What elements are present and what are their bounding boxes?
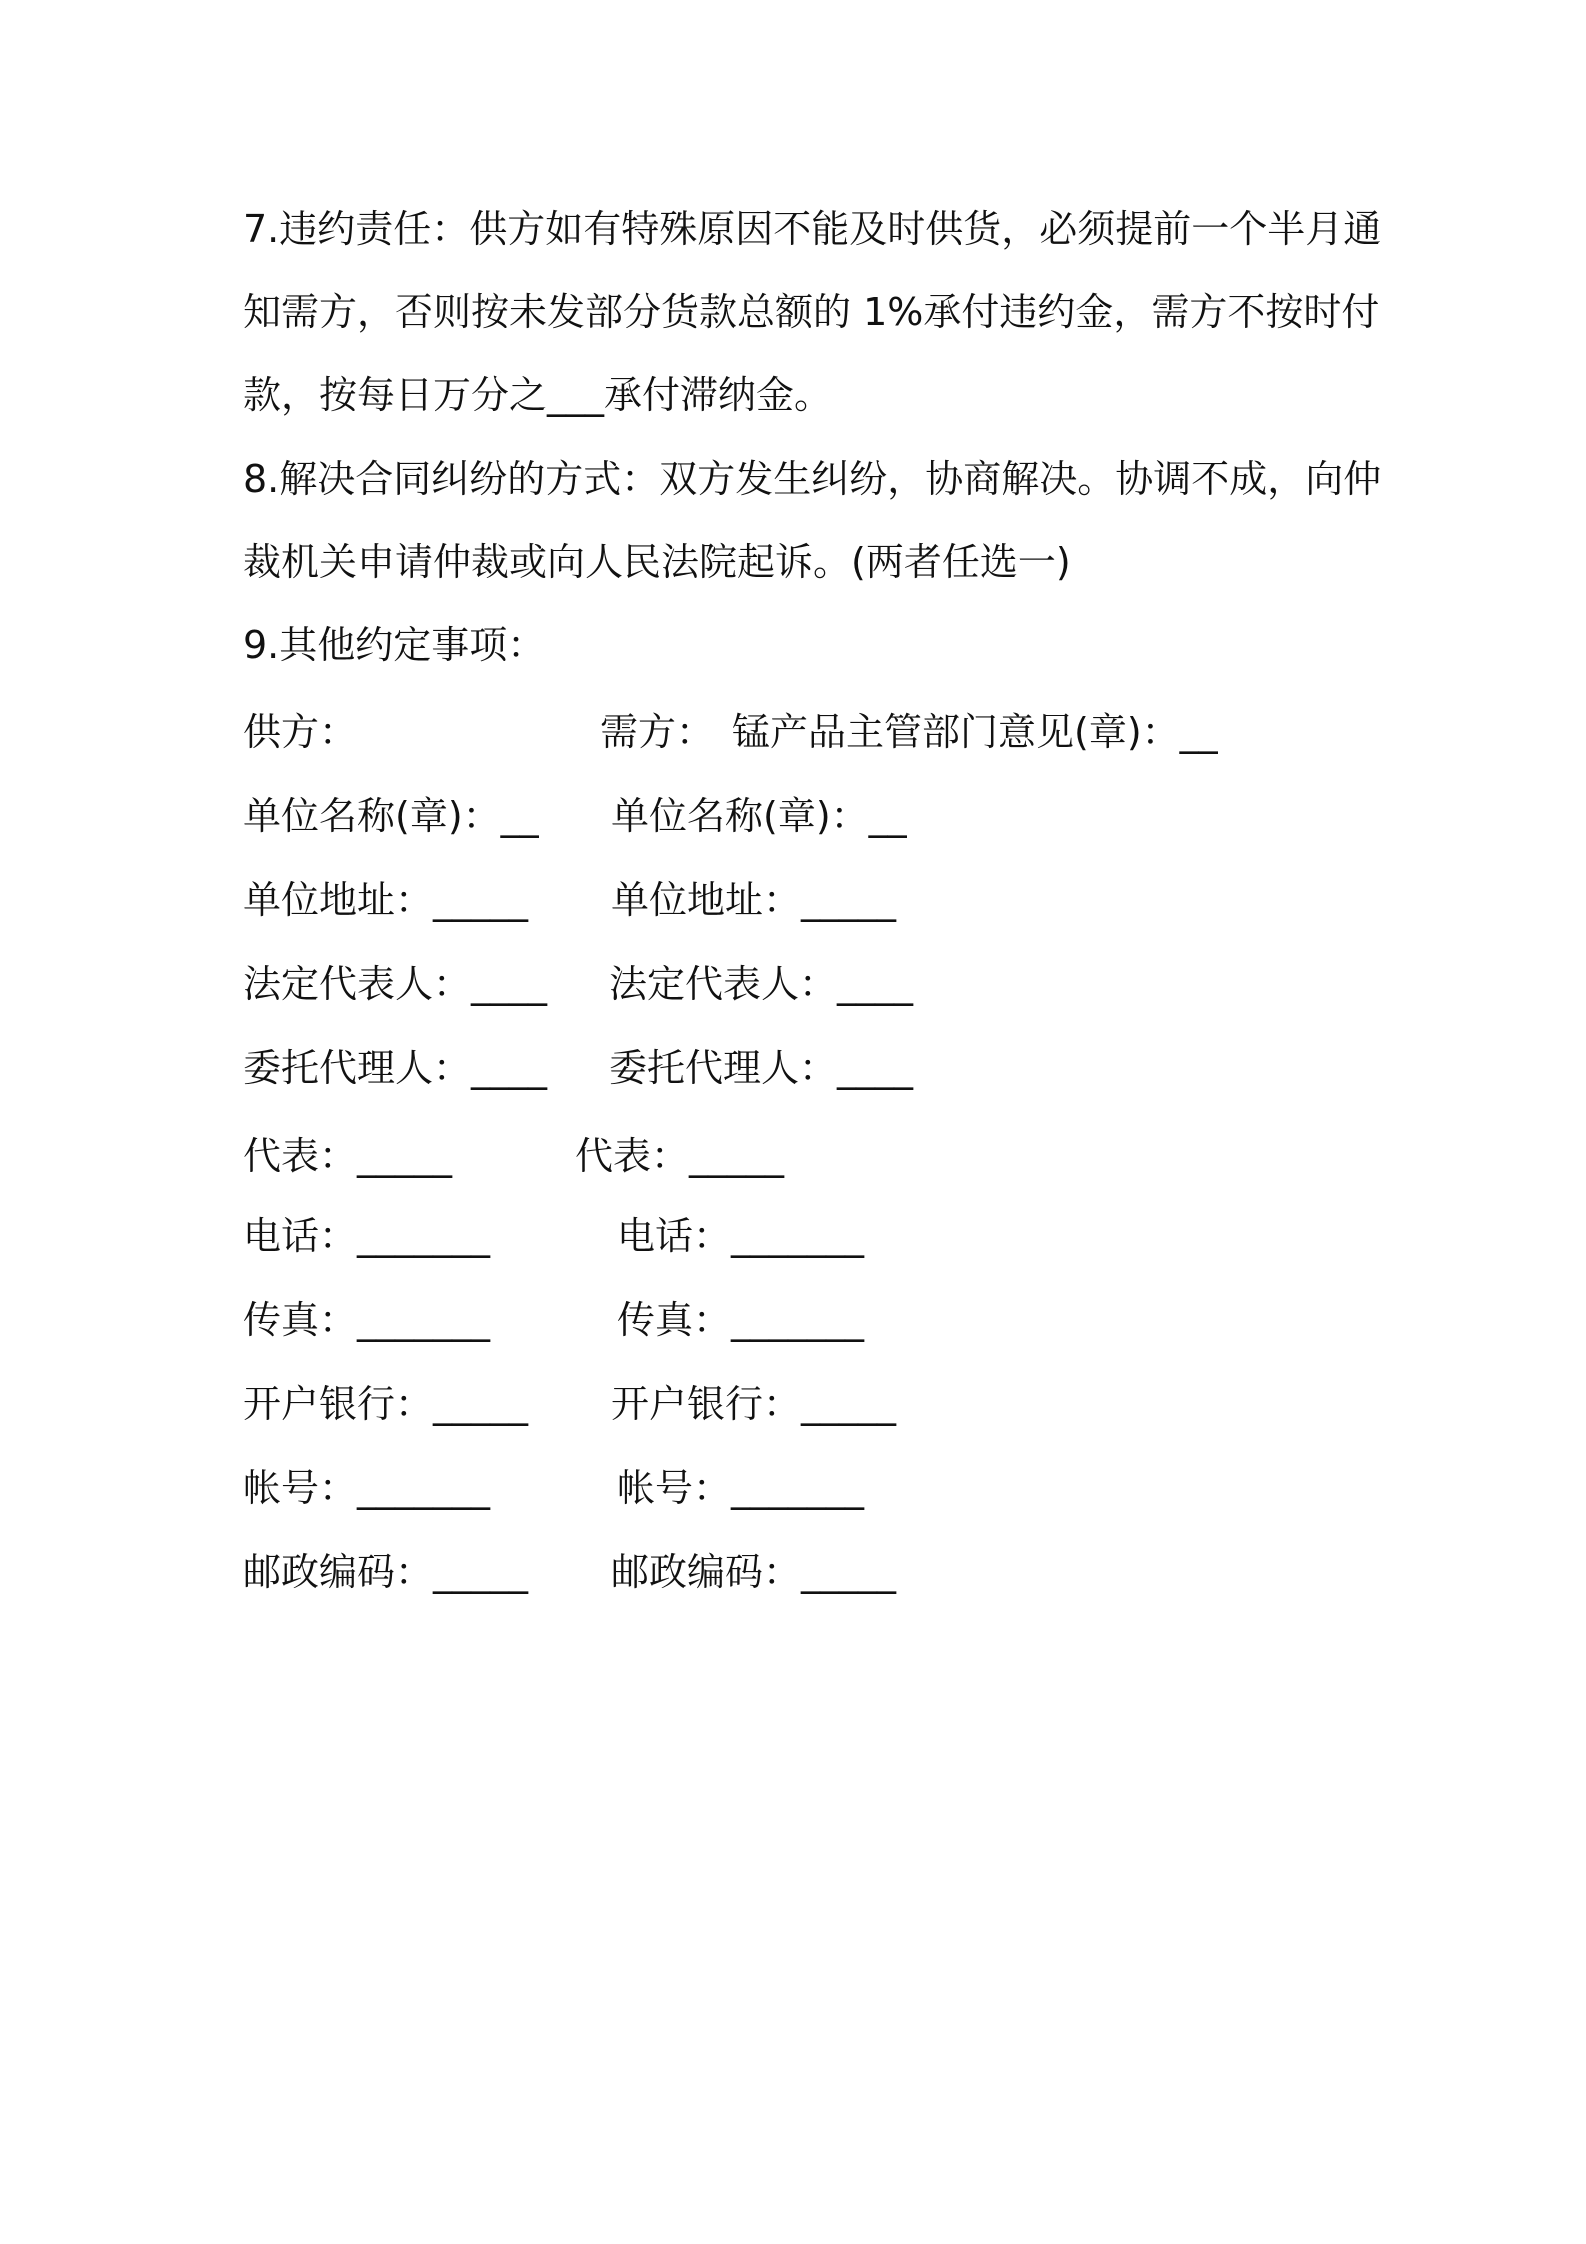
buyer-postcode-field: 邮政编码：_____ [611, 1550, 897, 1594]
buyer-fax-field: 传真：_______ [617, 1298, 865, 1342]
buyer-legal-rep-field: 法定代表人：____ [609, 962, 914, 1006]
buyer-agent-field: 委托代理人：____ [609, 1046, 914, 1090]
supplier-postcode-field: 邮政编码：_____ [243, 1550, 529, 1594]
supplier-legal-rep-field: 法定代表人：____ [243, 962, 548, 1006]
supplier-fax-field: 传真：_______ [243, 1298, 491, 1342]
clause-7-line-3: 款，按每日万分之___承付滞纳金。 [243, 373, 833, 417]
buyer-representative-field: 代表：_____ [575, 1134, 785, 1178]
buyer-account-field: 帐号：_______ [617, 1466, 865, 1510]
buyer-unit-address-field: 单位地址：_____ [611, 878, 897, 922]
clause-8-line-2: 裁机关申请仲裁或向人民法院起诉。(两者任选一) [243, 540, 1071, 584]
supplier-phone-field: 电话：_______ [243, 1214, 491, 1258]
buyer-unit-name-field: 单位名称(章)：__ [611, 794, 907, 838]
supplier-unit-name-field: 单位名称(章)：__ [243, 794, 539, 838]
clause-7 [243, 188, 1382, 437]
supplier-agent-field: 委托代理人：____ [243, 1046, 548, 1090]
supplier-unit-address-field: 单位地址：_____ [243, 878, 529, 922]
supplier-heading: 供方： [243, 710, 358, 754]
supplier-representative-field: 代表：_____ [243, 1134, 453, 1178]
buyer-phone-field: 电话：_______ [617, 1214, 865, 1258]
authority-opinion-field: 锰产品主管部门意见(章)：__ [732, 710, 1218, 754]
buyer-bank-field: 开户银行：_____ [611, 1382, 897, 1426]
clause-9 [243, 604, 1363, 687]
clause-7-line-1: 7.违约责任：供方如有特殊原因不能及时供货，必须提前一个半月通 [243, 207, 1382, 251]
clause-8 [243, 438, 1382, 604]
buyer-heading: 需方： [600, 710, 715, 754]
supplier-account-field: 帐号：_______ [243, 1466, 491, 1510]
clause-8-line-1: 8.解决合同纠纷的方式：双方发生纠纷，协商解决。协调不成，向仲 [243, 457, 1382, 501]
clause-7-line-2: 知需方，否则按未发部分货款总额的 1%承付违约金，需方不按时付 [243, 290, 1380, 334]
clause-9-line-1: 9.其他约定事项： [243, 623, 546, 667]
supplier-bank-field: 开户银行：_____ [243, 1382, 529, 1426]
